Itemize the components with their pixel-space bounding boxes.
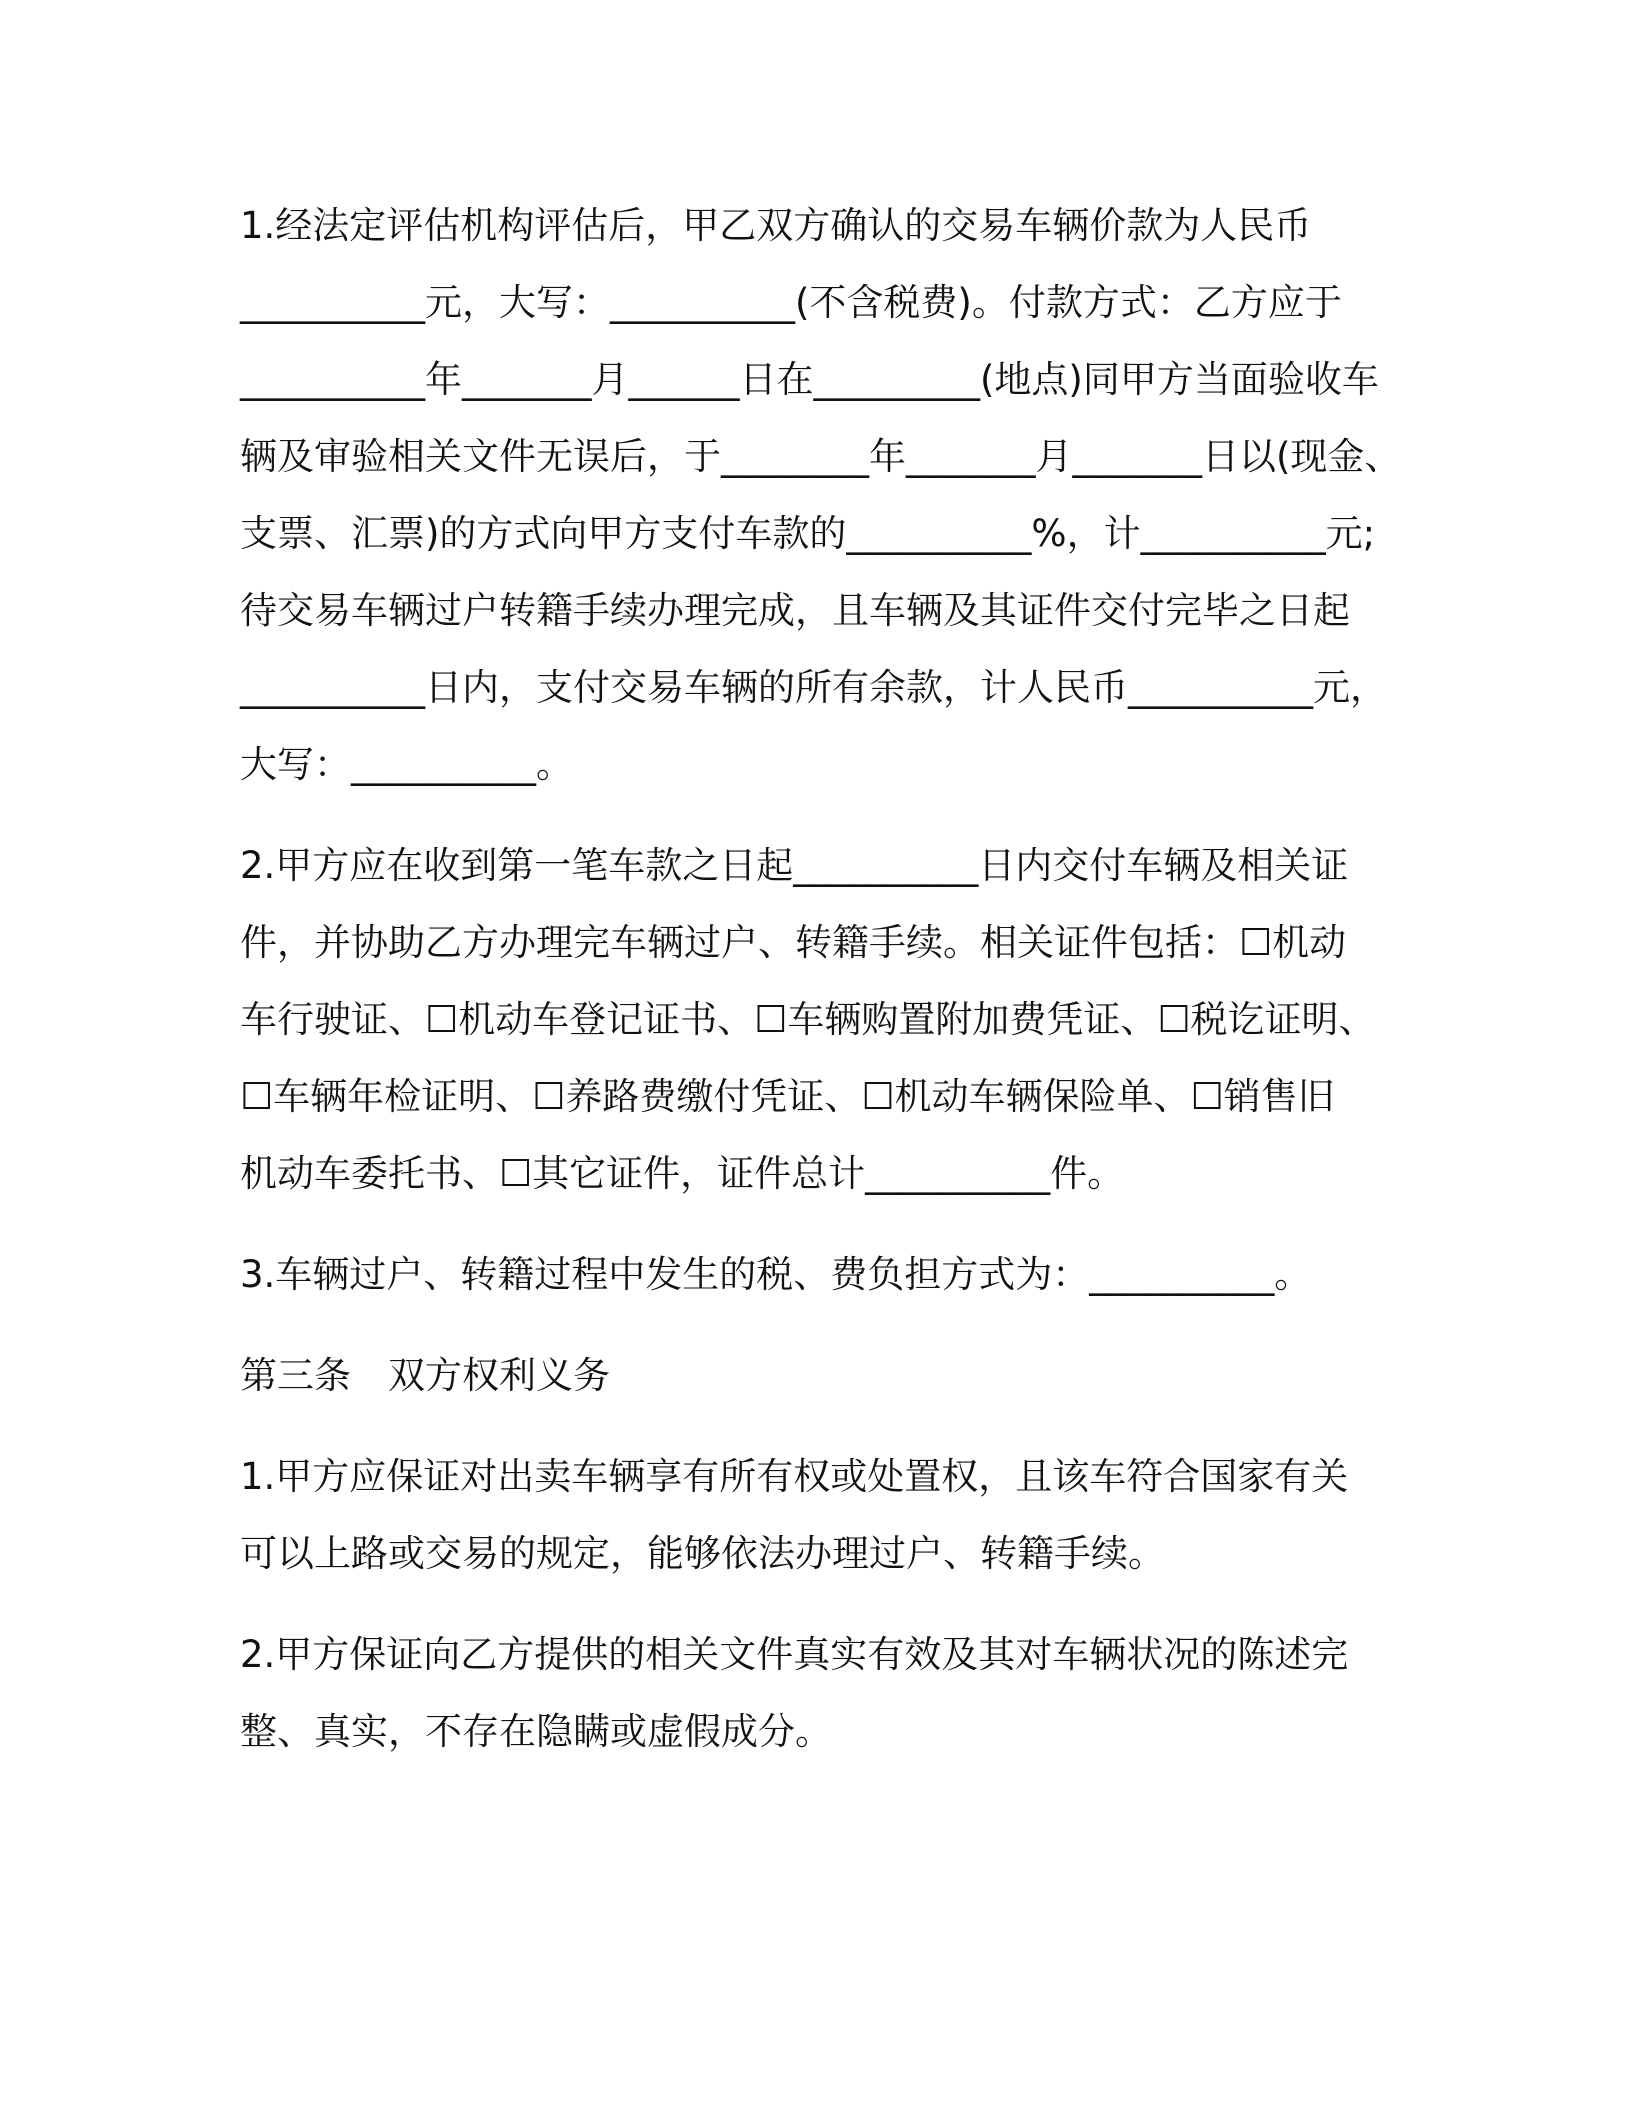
text-line: 车行驶证、☐机动车登记证书、☐车辆购置附加费凭证、☐税讫证明、 (240, 998, 1376, 1041)
text-line: 1.甲方应保证对出卖车辆享有所有权或处置权，且该车符合国家有关 (240, 1455, 1349, 1498)
section-heading: 第三条 双方权利义务 (240, 1354, 610, 1397)
text-line: 件，并协助乙方办理完车辆过户、转籍手续。相关证件包括：☐机动 (240, 921, 1347, 964)
text-line: 可以上路或交易的规定，能够依法办理过户、转籍手续。 (240, 1532, 1165, 1575)
text-line: 机动车委托书、☐其它证件，证件总计__________件。 (240, 1152, 1125, 1195)
text-line: __________年_______月______日在_________(地点)同甲方当面验收车 (240, 358, 1379, 401)
text-line: 整、真实，不存在隐瞒或虚假成分。 (240, 1710, 832, 1753)
contract-body (240, 187, 1400, 1770)
text-line: 2.甲方保证向乙方提供的相关文件真实有效及其对车辆状况的陈述完 (240, 1633, 1349, 1676)
text-line: ☐车辆年检证明、☐养路费缴付凭证、☐机动车辆保险单、☐销售旧 (240, 1075, 1335, 1118)
text-line: 辆及审验相关文件无误后，于________年_______月_______日以(现金、 (240, 435, 1402, 478)
text-line: __________日内，支付交易车辆的所有余款，计人民币__________元， (240, 666, 1387, 709)
text-line: 支票、汇票)的方式向甲方支付车款的__________%，计__________元; (240, 512, 1376, 555)
text-line: __________元，大写：__________(不含税费)。付款方式：乙方应于 (240, 281, 1342, 324)
text-line: 3.车辆过户、转籍过程中发生的税、费负担方式为：__________。 (240, 1253, 1312, 1296)
text-line: 待交易车辆过户转籍手续办理完成，且车辆及其证件交付完毕之日起 (240, 589, 1350, 632)
text-line: 2.甲方应在收到第一笔车款之日起__________日内交付车辆及相关证 (240, 844, 1349, 887)
text-line: 1.经法定评估机构评估后，甲乙双方确认的交易车辆价款为人民币 (240, 204, 1312, 247)
text-line: 大写：__________。 (240, 743, 573, 786)
